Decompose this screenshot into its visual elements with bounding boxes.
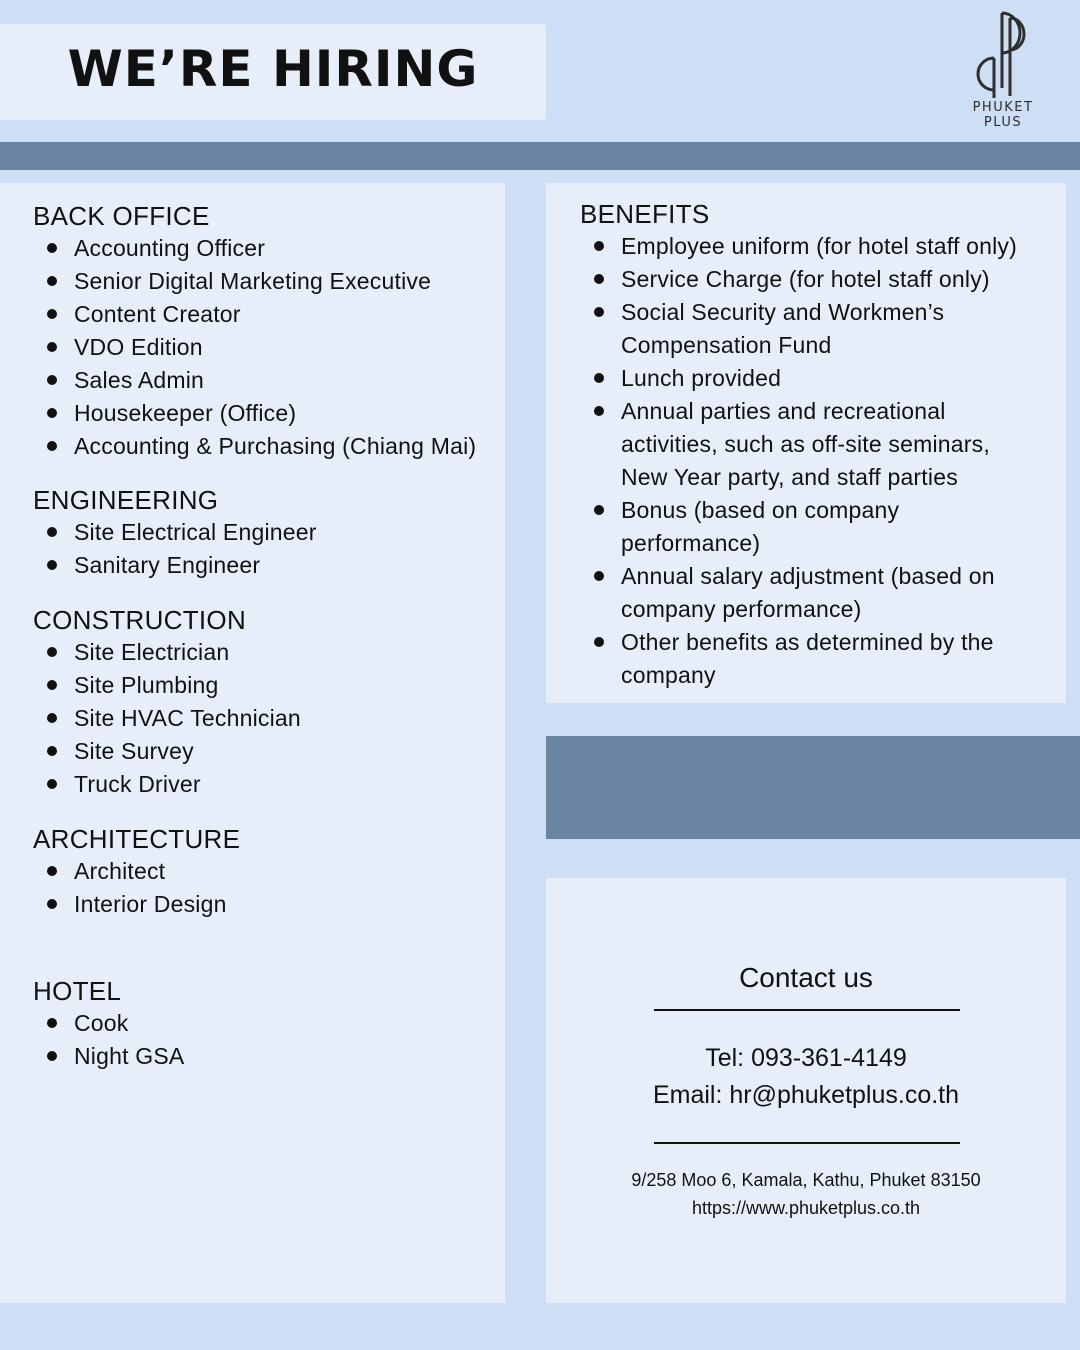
job-item: Site Plumbing xyxy=(33,669,301,702)
mid-divider-band xyxy=(546,736,1080,839)
logo-text-plus: PLUS xyxy=(983,115,1023,130)
bullet-icon xyxy=(47,779,57,789)
section-title: CONSTRUCTION xyxy=(33,605,247,635)
bullet-icon xyxy=(47,527,57,537)
section-benefits xyxy=(580,198,1050,692)
logo-text-phuket: PHUKET xyxy=(972,100,1034,115)
job-item: Architect xyxy=(33,855,240,888)
job-item: Content Creator xyxy=(33,298,476,331)
bullet-icon xyxy=(594,241,604,251)
job-item: Senior Digital Marketing Executive xyxy=(33,265,476,298)
job-item: Site Electrical Engineer xyxy=(33,516,317,549)
benefit-item: Service Charge (for hotel staff only) xyxy=(580,263,1050,296)
bullet-icon xyxy=(47,680,57,690)
bullet-icon xyxy=(47,1018,57,1028)
divider-line xyxy=(654,1142,960,1144)
bullet-icon xyxy=(594,571,604,581)
bullet-icon xyxy=(594,274,604,284)
bullet-icon xyxy=(47,647,57,657)
bullet-icon xyxy=(47,243,57,253)
section-back-office xyxy=(33,200,476,463)
benefit-item: Annual parties and recreational activities, such as off-site seminars, New Year party, and staff parties xyxy=(580,395,1050,494)
website-link[interactable]: https://www.phuketplus.co.th xyxy=(691,1198,921,1218)
contact-email[interactable]: Email: hr@phuketplus.co.th xyxy=(652,1081,960,1109)
benefit-item: Employee uniform (for hotel staff only) xyxy=(580,230,1050,263)
section-engineering xyxy=(33,484,317,582)
job-item: VDO Edition xyxy=(33,331,476,364)
section-architecture xyxy=(33,823,240,921)
bullet-icon xyxy=(47,1051,57,1061)
bullet-icon xyxy=(47,309,57,319)
job-item: Sales Admin xyxy=(33,364,476,397)
bullet-icon xyxy=(47,899,57,909)
job-item: Site HVAC Technician xyxy=(33,702,301,735)
contact-address: 9/258 Moo 6, Kamala, Kathu, Phuket 83150 xyxy=(631,1170,981,1190)
job-item: Housekeeper (Office) xyxy=(33,397,476,430)
section-title: HOTEL xyxy=(33,976,122,1006)
contact-title: Contact us xyxy=(739,962,873,993)
benefit-item: Lunch provided xyxy=(580,362,1050,395)
section-title: BENEFITS xyxy=(580,199,710,229)
job-item: Site Survey xyxy=(33,735,301,768)
bullet-icon xyxy=(594,373,604,383)
job-item: Site Electrician xyxy=(33,636,301,669)
section-hotel xyxy=(33,975,184,1073)
divider-line xyxy=(654,1009,960,1011)
job-item: Sanitary Engineer xyxy=(33,549,317,582)
bullet-icon xyxy=(47,408,57,418)
bullet-icon xyxy=(47,560,57,570)
bullet-icon xyxy=(47,713,57,723)
benefit-item: Other benefits as determined by the company xyxy=(580,626,1050,692)
section-title: ARCHITECTURE xyxy=(33,824,241,854)
bullet-icon xyxy=(594,406,604,416)
contact-phone[interactable]: Tel: 093-361-4149 xyxy=(705,1044,907,1072)
bullet-icon xyxy=(594,637,604,647)
job-item: Cook xyxy=(33,1007,184,1040)
page-title: WE’RE HIRING xyxy=(67,40,479,98)
bullet-icon xyxy=(47,866,57,876)
benefit-item: Social Security and Workmen’s Compensation Fund xyxy=(580,296,1050,362)
bullet-icon xyxy=(594,505,604,515)
section-title: BACK OFFICE xyxy=(33,201,210,231)
job-item: Accounting & Purchasing (Chiang Mai) xyxy=(33,430,476,463)
bullet-icon xyxy=(47,441,57,451)
section-title: ENGINEERING xyxy=(33,485,219,515)
bullet-icon xyxy=(47,746,57,756)
section-construction xyxy=(33,604,301,801)
benefit-item: Bonus (based on company performance) xyxy=(580,494,1050,560)
job-item: Interior Design xyxy=(33,888,240,921)
job-item: Accounting Officer xyxy=(33,232,476,265)
bullet-icon xyxy=(47,342,57,352)
benefit-item: Annual salary adjustment (based on company performance) xyxy=(580,560,1050,626)
bullet-icon xyxy=(47,375,57,385)
job-item: Night GSA xyxy=(33,1040,184,1073)
bullet-icon xyxy=(47,276,57,286)
bullet-icon xyxy=(594,307,604,317)
top-divider-band xyxy=(0,142,1080,170)
job-item: Truck Driver xyxy=(33,768,301,801)
